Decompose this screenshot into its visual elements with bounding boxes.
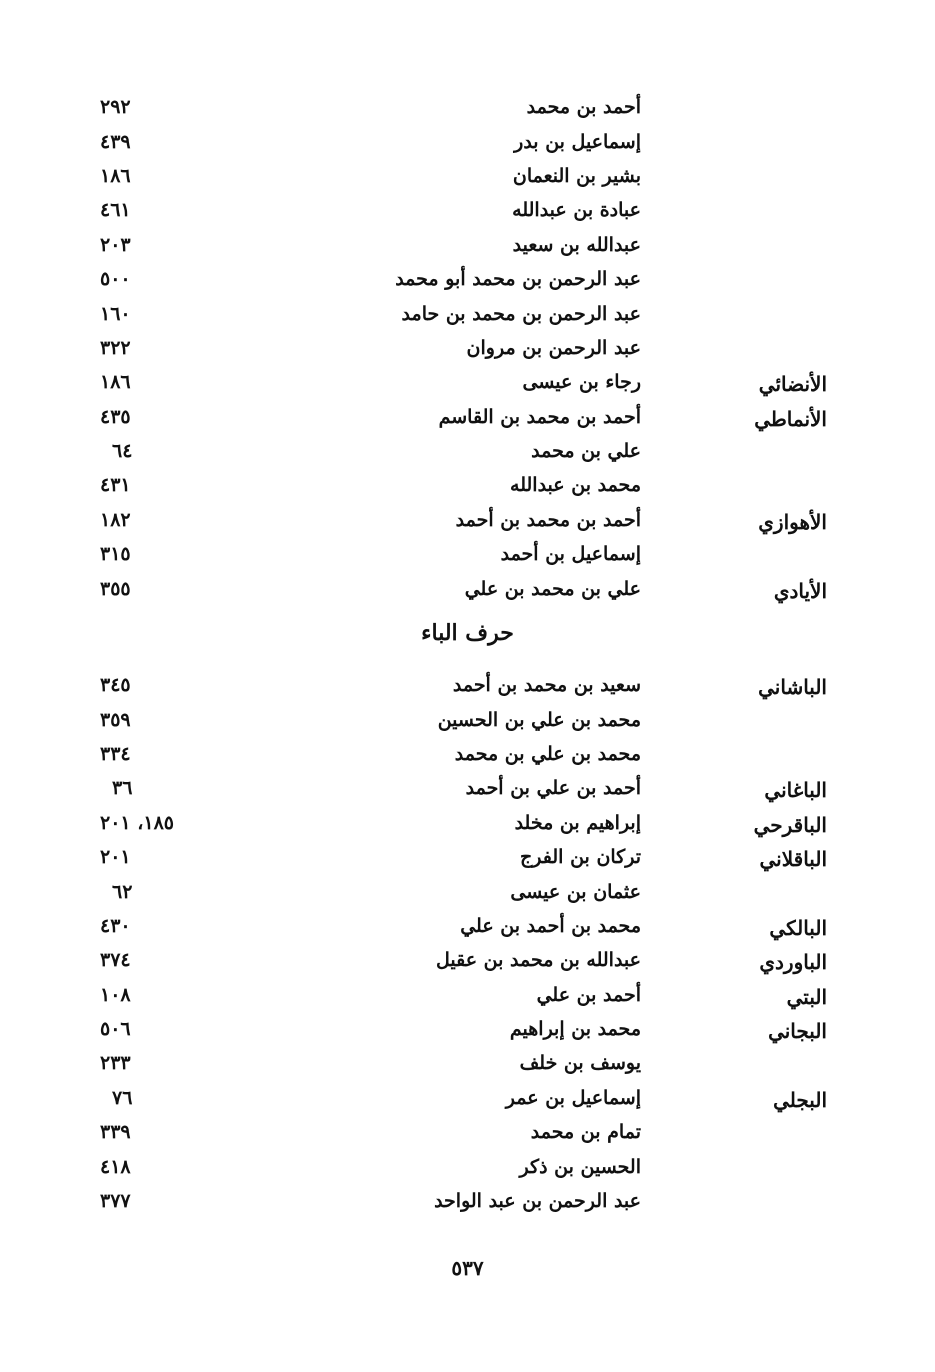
index-entry: [0, 737, 935, 771]
entry-name: عبدالله بن سعيد: [512, 233, 641, 256]
index-section-ba: [0, 668, 935, 1218]
entry-page-refs: ٣٧٤: [100, 949, 131, 972]
index-entry: [0, 228, 935, 262]
entry-name: محمد بن علي بن محمد: [454, 742, 641, 765]
entry-name: عبد الرحمن بن عبد الواحد: [434, 1190, 641, 1213]
section-heading: حرف الباء: [421, 620, 514, 646]
entry-nisba: الباقلاني: [759, 847, 827, 872]
entry-page-refs: ١٨٦: [100, 164, 131, 187]
index-entry: [0, 90, 935, 124]
entry-name: عبد الرحمن بن مروان: [466, 336, 641, 359]
entry-page-refs: ٤٣٩: [100, 130, 131, 153]
index-entry: [0, 806, 935, 840]
entry-page-refs: ٣٢٢: [100, 336, 131, 359]
entry-nisba: الأنضائي: [758, 372, 827, 397]
entry-name: عبادة بن عبدالله: [512, 199, 641, 222]
entry-page-refs: ٣٧٧: [100, 1190, 131, 1213]
entry-page-refs: ١٦٠: [100, 302, 131, 325]
index-entry: [0, 1046, 935, 1080]
entry-name: إسماعيل بن أحمد: [500, 543, 641, 566]
entry-nisba: البجلي: [773, 1087, 827, 1112]
entry-name: الحسين بن ذكر: [519, 1155, 641, 1178]
entry-page-refs: ٣٣٤: [100, 742, 131, 765]
entry-name: تركان بن الفرج: [520, 846, 641, 869]
entry-page-refs: ٤٣١: [100, 474, 131, 497]
index-entry: [0, 978, 935, 1012]
entry-page-refs: ١٨٦: [100, 371, 131, 394]
entry-name: إسماعيل بن عمر: [505, 1086, 641, 1109]
index-entry: [0, 296, 935, 330]
index-entry: [0, 874, 935, 908]
entry-name: محمد بن إبراهيم: [509, 1018, 641, 1041]
entry-name: إبراهيم بن مخلد: [514, 811, 641, 834]
entry-name: أحمد بن علي: [536, 983, 641, 1006]
index-entry: [0, 668, 935, 702]
entry-nisba: الأيادي: [773, 578, 827, 603]
entry-page-refs: ٣٥٥: [100, 577, 131, 600]
entry-name: إسماعيل بن بدر: [514, 130, 641, 153]
entry-name: أحمد بن محمد بن أحمد: [455, 508, 641, 531]
entry-page-refs: ٥٠٠: [100, 268, 131, 291]
entry-page-refs: ٦٢: [112, 880, 133, 903]
entry-nisba: الباشاني: [758, 675, 827, 700]
entry-page-refs: ٥٠٦: [100, 1018, 131, 1041]
index-entry: [0, 571, 935, 605]
entry-name: عثمان بن عيسى: [510, 880, 641, 903]
entry-name: رجاء بن عيسى: [522, 371, 641, 394]
entry-page-refs: ٢٩٢: [100, 96, 131, 119]
entry-name: عبدالله بن محمد بن عقيل: [435, 949, 641, 972]
index-entry: [0, 1115, 935, 1149]
entry-page-refs: ١٨٢: [100, 508, 131, 531]
entry-page-refs: ١٨٥، ٢٠١: [100, 811, 174, 834]
index-entry: [0, 537, 935, 571]
entry-name: محمد بن علي بن الحسين: [437, 708, 641, 731]
index-entry: [0, 1081, 935, 1115]
entry-name: علي بن محمد: [531, 440, 641, 463]
entry-name: سعيد بن محمد بن أحمد: [452, 674, 641, 697]
entry-nisba: الباوردي: [759, 950, 827, 975]
entry-name: أحمد بن محمد بن القاسم: [438, 405, 641, 428]
entry-page-refs: ٣٦: [112, 777, 133, 800]
entry-name: عبد الرحمن بن محمد بن حامد: [401, 302, 641, 325]
entry-nisba: البجاني: [768, 1019, 827, 1044]
entry-page-refs: ٤٦١: [100, 199, 131, 222]
entry-page-refs: ٤٣٥: [100, 405, 131, 428]
index-entry: [0, 193, 935, 227]
page-number: ٥٣٧: [451, 1256, 484, 1280]
index-entry: [0, 503, 935, 537]
entry-nisba: الباقرحي: [753, 812, 827, 837]
entry-page-refs: ٣١٥: [100, 543, 131, 566]
entry-name: أحمد بن علي بن أحمد: [465, 777, 641, 800]
entry-name: تمام بن محمد: [530, 1121, 641, 1144]
entry-nisba: البالكي: [769, 915, 827, 940]
entry-page-refs: ٦٤: [112, 440, 133, 463]
entry-page-refs: ٢٠١: [100, 846, 131, 869]
index-entry: [0, 943, 935, 977]
index-entry: [0, 840, 935, 874]
entry-page-refs: ٤١٨: [100, 1155, 131, 1178]
entry-page-refs: ١٠٨: [100, 983, 131, 1006]
entry-name: علي بن محمد بن علي: [464, 577, 641, 600]
entry-nisba: البتي: [786, 984, 827, 1009]
index-entry: [0, 331, 935, 365]
index-entry: [0, 771, 935, 805]
index-entry: [0, 1184, 935, 1218]
index-entry: [0, 124, 935, 158]
entry-name: يوسف بن خلف: [519, 1052, 641, 1075]
index-section-alif: [0, 90, 935, 606]
entry-name: عبد الرحمن بن محمد أبو محمد: [395, 268, 641, 291]
entry-name: محمد بن عبدالله: [510, 474, 641, 497]
index-entry: [0, 400, 935, 434]
entry-nisba: الأهوازي: [758, 509, 827, 534]
entry-page-refs: ٣٥٩: [100, 708, 131, 731]
entry-page-refs: ٤٣٠: [100, 914, 131, 937]
index-entry: [0, 909, 935, 943]
index-entry: [0, 159, 935, 193]
index-entry: [0, 1149, 935, 1183]
entry-page-refs: ٣٤٥: [100, 674, 131, 697]
index-entry: [0, 365, 935, 399]
entry-page-refs: ٢٣٣: [100, 1052, 131, 1075]
index-entry: [0, 1012, 935, 1046]
entry-page-refs: ٢٠٣: [100, 233, 131, 256]
entry-name: أحمد بن محمد: [526, 96, 641, 119]
entry-nisba: الباغاني: [764, 778, 827, 803]
entry-name: محمد بن أحمد بن علي: [460, 914, 641, 937]
entry-page-refs: ٧٦: [112, 1086, 133, 1109]
entry-name: بشير بن النعمان: [512, 164, 641, 187]
entry-page-refs: ٣٣٩: [100, 1121, 131, 1144]
index-entry: [0, 434, 935, 468]
entry-nisba: الأنماطي: [754, 406, 827, 431]
index-entry: [0, 468, 935, 502]
index-entry: [0, 262, 935, 296]
index-entry: [0, 702, 935, 736]
